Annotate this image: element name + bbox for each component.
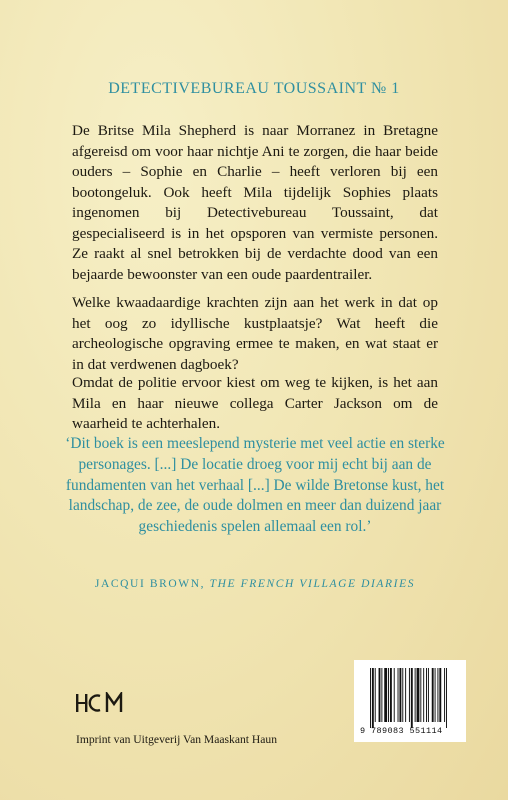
barcode-bar [405, 668, 406, 722]
barcode-bar [446, 668, 447, 728]
isbn-number: 9 789083 551114 [360, 726, 443, 736]
barcode-bar [398, 668, 399, 722]
barcode-bar [439, 668, 441, 722]
blurb-paragraph-2: Welke kwaadaardige krachten zijn aan het werk in dat op het oog zo idyllische kustplaatsje? Wat heeft die archeologische opgraving ermee te maken, en wat staat er in dat verdwenen dagboek? [72, 294, 438, 373]
barcode-bar [444, 668, 445, 722]
barcode-bar [417, 668, 420, 722]
review-quote [60, 434, 450, 538]
barcode-bar [411, 668, 413, 728]
barcode-bar [437, 668, 438, 722]
barcode-bar [435, 668, 436, 722]
review-source: THE FRENCH VILLAGE DIARIES [209, 578, 416, 590]
barcode-bar [402, 668, 403, 722]
barcode-bar [384, 668, 387, 722]
series-title: DETECTIVEBUREAU TOUSSAINT № 1 [108, 80, 400, 97]
barcode-bar [394, 668, 395, 722]
barcode-bar [428, 668, 429, 722]
barcode-bar [381, 668, 382, 722]
publisher-imprint: Imprint van Uitgeverij Van Maaskant Haun [76, 733, 278, 746]
barcode-bar [423, 668, 424, 722]
barcode-bar [432, 668, 434, 722]
blurb-paragraph-1: De Britse Mila Shepherd is naar Morranez in Bretagne afgereisd om voor haar nichtje Ani te zorgen, die haar beide ouders – Sophie en Charlie – heeft verloren bij een bootongeluk. Ook heeft Mila tijdelijk Sophies plaats ingenomen bij Detectivebureau Toussaint, dat gespecialiseerd is in het opsporen van vermiste personen. Ze raakt al snel betrokken bij de verdachte dood van een bejaarde bewoonster van een oude paardentrailer. [72, 122, 438, 283]
barcode-bar [409, 668, 410, 722]
blurb-paragraph-3: Omdat de politie ervoor kiest om weg te kijken, is het aan Mila en haar nieuwe collega Carter Jackson om de waarheid te achterhalen. [72, 374, 438, 432]
barcode-bar [390, 668, 392, 722]
review-author: JACQUI BROWN, [94, 578, 206, 590]
barcode-bar [379, 668, 381, 722]
barcode-bar [426, 668, 427, 722]
review-quote-text: ‘Dit boek is een meeslepend mysterie met veel actie en sterke personages. [...] De locatie droeg voor mij echt bij aan de fundamenten van het verhaal [...] De wilde Bretonse kust, het landschap, de zee, de oude dolmen en meer dan duizend jaar geschiedenis spelen allemaal een rol.’ [65, 435, 445, 536]
barcode-bar [370, 668, 371, 728]
publisher-logo [76, 692, 126, 714]
barcode-bar [388, 668, 389, 722]
barcode-bar [420, 668, 421, 722]
barcode-bar [372, 668, 374, 728]
barcode-bar [415, 668, 416, 722]
review-attribution [60, 578, 450, 590]
barcode-bar [399, 668, 401, 722]
barcode-bar [375, 668, 376, 722]
isbn-barcode [354, 660, 466, 742]
